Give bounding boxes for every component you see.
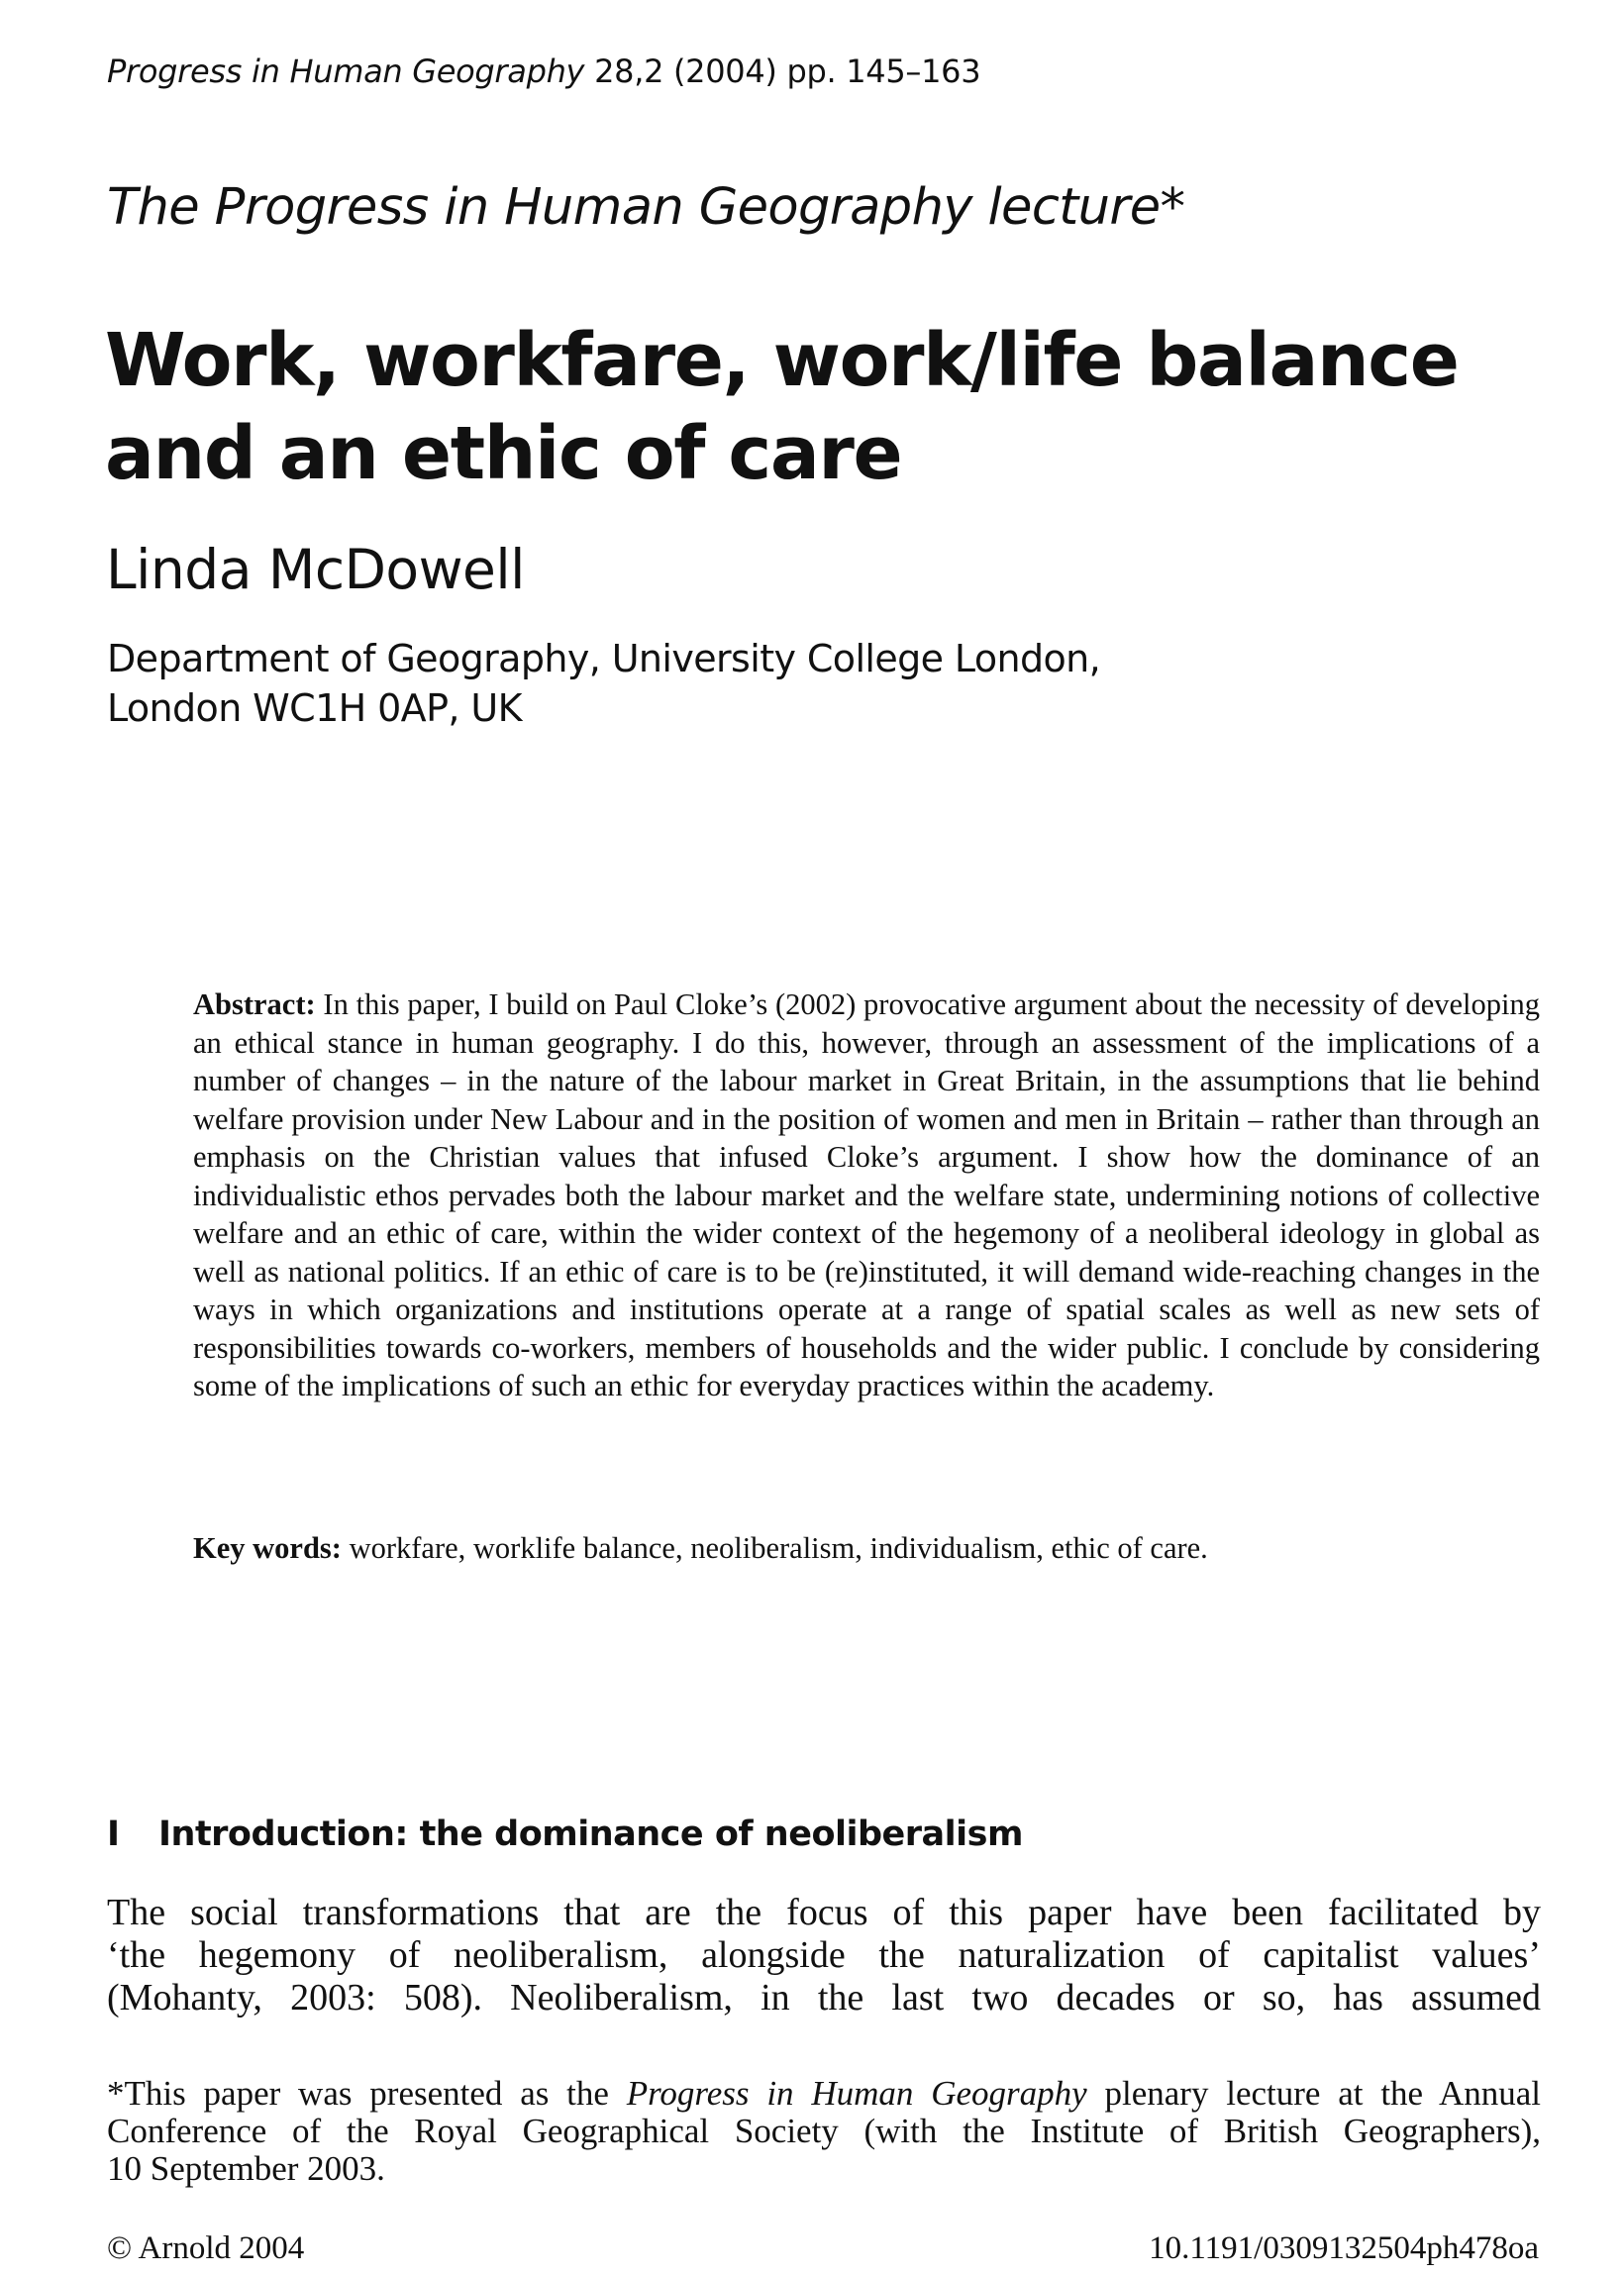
footnote <box>107 2075 1541 2188</box>
abstract-text: In this paper, I build on Paul Cloke’s (2002) provocative argument about the necessity of developing an ethical stance in human geography. I do this, however, through an assessment of the implications of a number of changes – in the nature of the labour market in Great Britain, in the assumptions that lie behind welfare provision under New Labour and in the position of women and men in Britain – rather than through an emphasis on the Christian values that infused Cloke’s argument. I show how the dominance of an individualistic ethos pervades both the labour market and the welfare state, undermining notions of collective welfare and an ethic of care, within the wider context of the hegemony of a neoliberal ideology in global as well as national politics. If an ethic of care is to be (re)instituted, it will demand wide-reaching changes in the ways in which organizations and institutions operate at a range of spatial scales as well as new sets of responsibilities towards co-workers, members of households and the wider public. I conclude by considering some of the implications of such an ethic for everyday practices within the academy. <box>193 987 1540 1402</box>
body-line-2: ‘the hegemony of neoliberalism, alongside the naturalization of capitalist values’ <box>107 1934 1541 1976</box>
section-heading <box>107 1812 1023 1856</box>
author-name: Linda McDowell <box>106 538 525 601</box>
affiliation-line-2: London WC1H 0AP, UK <box>107 686 522 730</box>
affiliation-line-1: Department of Geography, University College London, <box>107 637 1101 680</box>
body-line-1: The social transformations that are the focus of this paper have been facilitated by <box>107 1892 1541 1933</box>
footnote-journal: Progress in Human Geography <box>626 2074 1087 2113</box>
section-number: I <box>107 1814 120 1854</box>
footnote-prefix: *This paper was presented as the <box>107 2074 627 2113</box>
running-head <box>107 52 980 91</box>
paper-title-line-2: and an ethic of care <box>105 411 902 496</box>
footnote-line-3: 10 September 2003. <box>107 2149 385 2188</box>
footnote-line-1 <box>107 2075 1541 2113</box>
doi: 10.1191/0309132504ph478oa <box>1149 2230 1539 2266</box>
author-affiliation <box>107 634 1100 733</box>
body-line-3: (Mohanty, 2003: 508). Neoliberalism, in the last two decades or so, has assumed <box>107 1977 1541 2019</box>
footnote-line-2: Conference of the Royal Geographical Society (with the Institute of British Geographers), <box>107 2112 1541 2150</box>
body-paragraph <box>107 1892 1541 2019</box>
keywords <box>193 1529 1540 1567</box>
running-head-journal: Progress in Human Geography <box>107 52 585 90</box>
running-head-citation: 28,2 (2004) pp. 145–163 <box>584 52 981 90</box>
paper-title <box>105 314 1551 500</box>
section-title: Introduction: the dominance of neoliberalism <box>158 1814 1023 1854</box>
keywords-label: Key words: <box>193 1531 342 1565</box>
abstract <box>193 985 1540 1405</box>
series-title: The Progress in Human Geography lecture* <box>107 178 1185 237</box>
copyright-notice: © Arnold 2004 <box>107 2230 305 2266</box>
footnote-line-1-rest: plenary lecture at the Annual <box>1086 2074 1542 2113</box>
abstract-label: Abstract: <box>193 987 316 1021</box>
paper-title-line-1: Work, workfare, work/life balance <box>105 318 1459 403</box>
keywords-text: workfare, worklife balance, neoliberalism, individualism, ethic of care. <box>341 1531 1208 1565</box>
